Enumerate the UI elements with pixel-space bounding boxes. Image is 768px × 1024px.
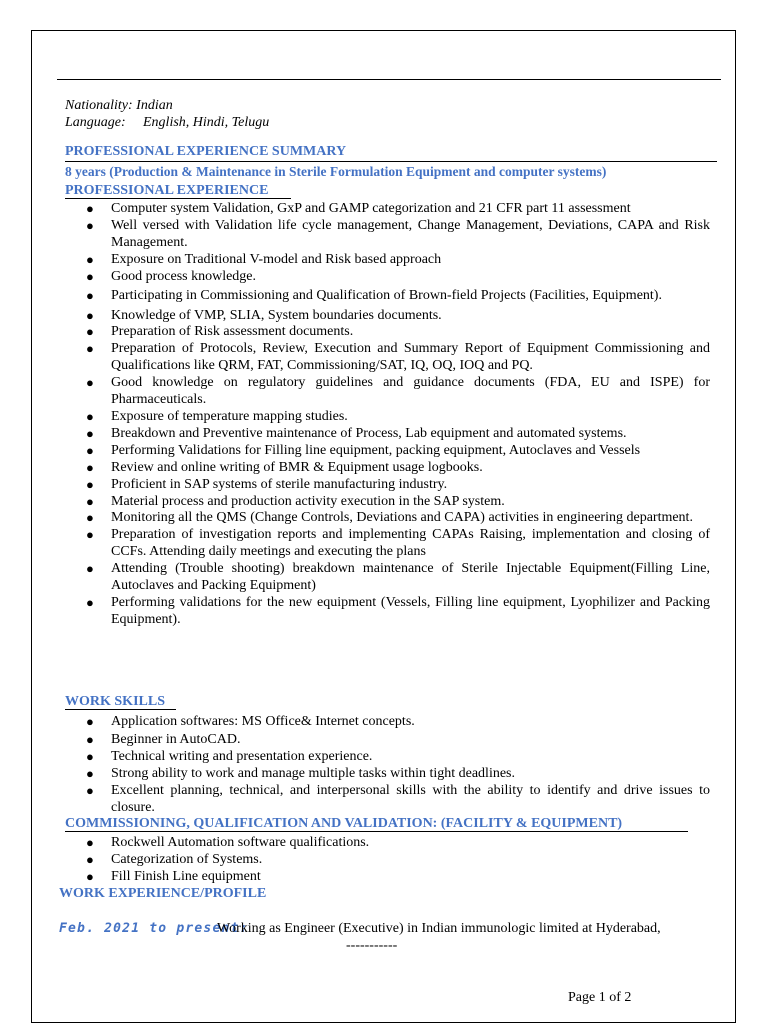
bullet-icon: ● — [86, 425, 94, 441]
bullet-icon: ● — [86, 287, 94, 303]
list-item: ● Performing validations for the new equipment (Vessels, Filling line equipment, Lyophilizer and Packing Equipment). — [86, 594, 710, 627]
bullet-icon: ● — [86, 375, 94, 391]
bullet-icon: ● — [86, 732, 94, 747]
list-item: ● Computer system Validation, GxP and GAMP categorization and 21 CFR part 11 assessment — [86, 201, 631, 216]
bullet-icon: ● — [86, 527, 94, 543]
bullet-icon: ● — [86, 714, 94, 729]
cqv-heading-underline — [65, 831, 688, 832]
bullet-icon: ● — [86, 510, 94, 526]
summary-years: 8 years (Production & Maintenance in Sterile Formulation Equipment and computer systems) — [65, 164, 607, 179]
list-item: ● Exposure of temperature mapping studies. — [86, 408, 348, 424]
experience-heading-underline — [65, 198, 291, 199]
separator: ----------- — [346, 938, 398, 953]
list-item: ● Strong ability to work and manage multiple tasks within tight deadlines. — [86, 765, 515, 781]
bullet-icon: ● — [86, 341, 94, 357]
bullet-icon: ● — [86, 782, 94, 798]
list-item: ● Participating in Commissioning and Qualification of Brown-field Projects (Facilities, Equipment). — [64, 286, 710, 306]
bullet-icon: ● — [86, 765, 94, 781]
list-item: ● Review and online writing of BMR & Equipment usage logbooks. — [86, 459, 483, 475]
bullet-icon: ● — [86, 268, 94, 284]
profile-heading: WORK EXPERIENCE/PROFILE — [59, 886, 267, 901]
list-item: ● Fill Finish Line equipment — [86, 868, 261, 884]
list-item: ● Well versed with Validation life cycle management, Change Management, Deviations, CAPA and Risk Management. — [86, 217, 710, 250]
skills-heading: WORK SKILLS — [65, 694, 165, 709]
list-item: ● Technical writing and presentation experience. — [86, 748, 373, 764]
bullet-icon: ● — [86, 561, 94, 577]
list-item: ● Preparation of Protocols, Review, Execution and Summary Report of Equipment Commissioning and Qualifications like QRM, FAT, Commissioning/SAT, IQ, OQ, IOQ and PQ. — [86, 341, 710, 374]
list-item: ● Preparation of Risk assessment documents. — [86, 324, 354, 340]
list-item: ● Preparation of investigation reports and implementing CAPAs Raising, implementation and closing of CCFs. Attending daily meetings and executing the plans — [86, 527, 710, 560]
experience-list — [64, 201, 710, 629]
bullet-icon: ● — [86, 835, 94, 850]
list-item: ● Categorization of Systems. — [86, 851, 263, 867]
cqv-list — [64, 835, 710, 886]
bullet-icon: ● — [86, 201, 94, 216]
summary-underline — [65, 161, 717, 162]
list-item: ● Rockwell Automation software qualifications. — [86, 835, 370, 850]
experience-heading: PROFESSIONAL EXPERIENCE — [65, 183, 269, 198]
list-item: ● Attending (Trouble shooting) breakdown maintenance of Sterile Injectable Equipment(Filling Line, Autoclaves and Packing Equipment) — [86, 561, 710, 594]
list-item: ● Exposure on Traditional V-model and Risk based approach — [86, 251, 442, 267]
bullet-icon: ● — [86, 868, 94, 884]
skills-heading-underline — [65, 709, 176, 710]
bullet-icon: ● — [86, 217, 94, 233]
language-label: Language: — [65, 115, 126, 130]
list-item: ● Good knowledge on regulatory guidelines and guidance documents (FDA, EU and ISPE) for Pharmaceuticals. — [86, 375, 710, 408]
bullet-icon: ● — [86, 476, 94, 492]
list-item: ● Beginner in AutoCAD. — [86, 732, 241, 747]
bullet-icon: ● — [86, 324, 94, 340]
list-item: ● Excellent planning, technical, and interpersonal skills with the ability to identify and drive issues to closure. — [86, 782, 710, 815]
header-rule — [57, 79, 721, 80]
bullet-icon: ● — [86, 307, 94, 323]
language-value: English, Hindi, Telugu — [143, 115, 270, 130]
bullet-icon: ● — [86, 493, 94, 509]
bullet-icon: ● — [86, 851, 94, 867]
bullet-icon: ● — [86, 442, 94, 458]
bullet-icon: ● — [86, 748, 94, 764]
list-item: ● Proficient in SAP systems of sterile manufacturing industry. — [86, 476, 448, 492]
list-item: ● Breakdown and Preventive maintenance of Process, Lab equipment and automated systems. — [86, 425, 627, 441]
cqv-heading: COMMISSIONING, QUALIFICATION AND VALIDATION: (FACILITY & EQUIPMENT) — [65, 816, 623, 831]
bullet-icon: ● — [86, 408, 94, 424]
list-item: ● Application softwares: MS Office& Internet concepts. — [64, 712, 710, 732]
bullet-icon: ● — [86, 459, 94, 475]
job-description: Working as Engineer (Executive) in Indian immunologic limited at Hyderabad, — [217, 921, 661, 936]
skills-list — [64, 712, 710, 817]
list-item: ● Knowledge of VMP, SLIA, System boundaries documents. — [86, 307, 442, 323]
nationality: Nationality: Indian — [65, 98, 173, 113]
job-date: Feb. 2021 to present: — [59, 921, 249, 936]
list-item: ● Good process knowledge. — [86, 268, 257, 284]
summary-heading: PROFESSIONAL EXPERIENCE SUMMARY — [65, 144, 347, 159]
list-item: ● Material process and production activity execution in the SAP system. — [86, 493, 505, 509]
list-item: ● Monitoring all the QMS (Change Controls, Deviations and CAPA) activities in engineering department. — [86, 510, 693, 526]
list-item: ● Performing Validations for Filling line equipment, packing equipment, Autoclaves and Vessels — [86, 442, 641, 458]
bullet-icon: ● — [86, 594, 94, 610]
page-number: Page 1 of 2 — [568, 990, 632, 1005]
bullet-icon: ● — [86, 251, 94, 267]
